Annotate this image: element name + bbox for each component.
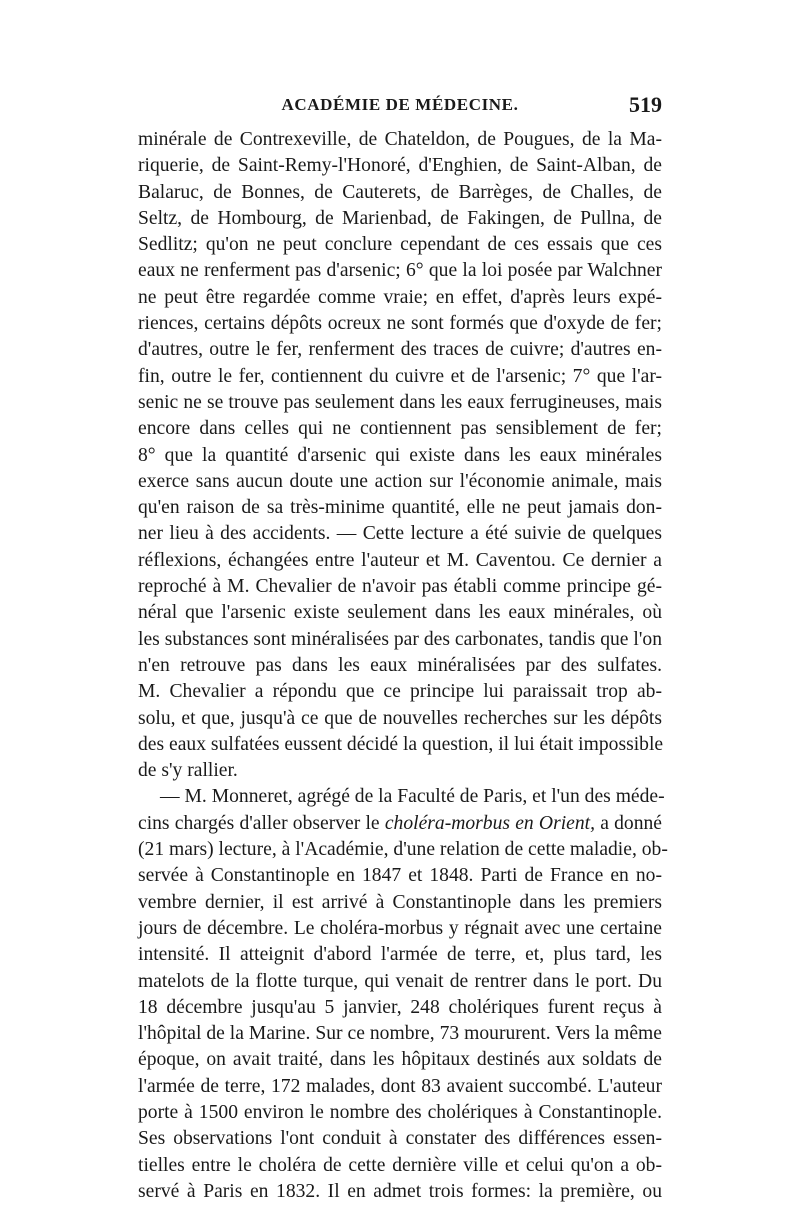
- running-title: ACADÉMIE DE MÉDECINE.: [281, 95, 519, 114]
- text-line: exerce sans aucun doute une action sur l'économie animale, mais: [138, 470, 662, 492]
- paragraph-1: [138, 127, 662, 784]
- text-line: Balaruc, de Bonnes, de Cauterets, de Barrèges, de Challes, de: [138, 181, 662, 203]
- text-line: senic ne se trouve pas seulement dans les eaux ferrugineuses, mais: [138, 391, 662, 413]
- text-line: matelots de la flotte turque, qui venait de rentrer dans le port. Du: [138, 970, 662, 992]
- text-line: porte à 1500 environ le nombre des cholériques à Constantinople.: [138, 1101, 662, 1123]
- text-line: Ses observations l'ont conduit à constater des différences essen-: [138, 1128, 662, 1150]
- text-line: Seltz, de Hombourg, de Marienbad, de Fakingen, de Pullna, de: [138, 207, 662, 229]
- text-line: M. Chevalier a répondu que ce principe lui paraissait trop ab-: [138, 681, 662, 703]
- text-line: qu'en raison de sa très-minime quantité, elle ne peut jamais don-: [138, 497, 662, 519]
- text-line: eaux ne renferment pas d'arsenic; 6° que la loi posée par Walchner: [138, 260, 662, 282]
- text-line: réflexions, échangées entre l'auteur et M. Caventou. Ce dernier a: [138, 549, 662, 571]
- body-text: [138, 127, 668, 1205]
- text-line: d'autres, outre le fer, renferment des traces de cuivre; d'autres en-: [138, 339, 662, 361]
- text-line: minérale de Contrexeville, de Chateldon, de Pougues, de la Ma-: [138, 129, 662, 150]
- text-line: Sedlitz; qu'on ne peut conclure cependant de ces essais que ces: [138, 234, 662, 256]
- text-line: (21 mars) lecture, à l'Académie, d'une relation de cette maladie, ob-: [138, 839, 668, 861]
- text-line: encore dans celles qui ne contiennent pas sensiblement de fer;: [138, 418, 662, 440]
- text-line: servé à Paris en 1832. Il en admet trois formes: la première, ou: [138, 1180, 662, 1202]
- text-line: de s'y rallier.: [138, 760, 238, 782]
- paragraph-2-lines: [138, 837, 668, 1205]
- text-line: reproché à M. Chevalier de n'avoir pas établi comme principe gé-: [138, 576, 662, 598]
- text-line: ner lieu à des accidents. — Cette lecture a été suivie de quelques: [138, 523, 662, 545]
- paragraph-2: [138, 784, 668, 1205]
- text-line: tielles entre le choléra de cette dernière ville et celui qu'on a ob-: [138, 1154, 662, 1176]
- text-segment: cins chargés d'aller observer le: [138, 812, 385, 834]
- text-line: néral que l'arsenic existe seulement dans les eaux minérales, où: [138, 602, 662, 624]
- text-line: — M. Monneret, agrégé de la Faculté de Paris, et l'un des méde-: [160, 786, 665, 808]
- text-line: solu, et que, jusqu'à ce que de nouvelles recherches sur les dépôts: [138, 707, 662, 729]
- text-line: époque, on avait traité, dans les hôpitaux destinés aux soldats de: [138, 1049, 662, 1071]
- text-line: l'armée de terre, 172 malades, dont 83 avaient succombé. L'auteur: [138, 1075, 662, 1097]
- text-line: les substances sont minéralisées par des carbonates, tandis que l'on: [138, 628, 662, 650]
- page-header: [138, 92, 662, 125]
- text-line: intensité. Il atteignit d'abord l'armée de terre, et, plus tard, les: [138, 944, 662, 966]
- text-line: n'en retrouve pas dans les eaux minéralisées par des sulfates.: [138, 654, 662, 676]
- text-line: ne peut être regardée comme vraie; en effet, d'après leurs expé-: [138, 286, 662, 308]
- text-line: 18 décembre jusqu'au 5 janvier, 248 cholériques furent reçus à: [138, 996, 662, 1018]
- text-line: riences, certains dépôts ocreux ne sont formés que d'oxyde de fer;: [138, 313, 662, 335]
- text-line: des eaux sulfatées eussent décidé la question, il lui était impossible: [138, 733, 664, 755]
- text-line: [138, 811, 662, 837]
- italic-title: choléra-morbus en Orient,: [384, 812, 595, 834]
- text-line: riquerie, de Saint-Remy-l'Honoré, d'Enghien, de Saint-Alban, de: [138, 155, 662, 177]
- text-line: servée à Constantinople en 1847 et 1848. Parti de France en no-: [138, 865, 662, 887]
- text-line: jours de décembre. Le choléra-morbus y régnait avec une certaine: [138, 917, 662, 939]
- text-segment: a donné: [594, 812, 662, 834]
- text-line: fin, outre le fer, contiennent du cuivre et de l'arsenic; 7° que l'ar-: [138, 365, 662, 387]
- text-line: l'hôpital de la Marine. Sur ce nombre, 73 moururent. Vers la même: [138, 1023, 662, 1045]
- page-number: 519: [629, 92, 662, 117]
- text-line: vembre dernier, il est arrivé à Constantinople dans les premiers: [138, 891, 662, 913]
- text-line: 8° que la quantité d'arsenic qui existe dans les eaux minérales: [138, 444, 662, 466]
